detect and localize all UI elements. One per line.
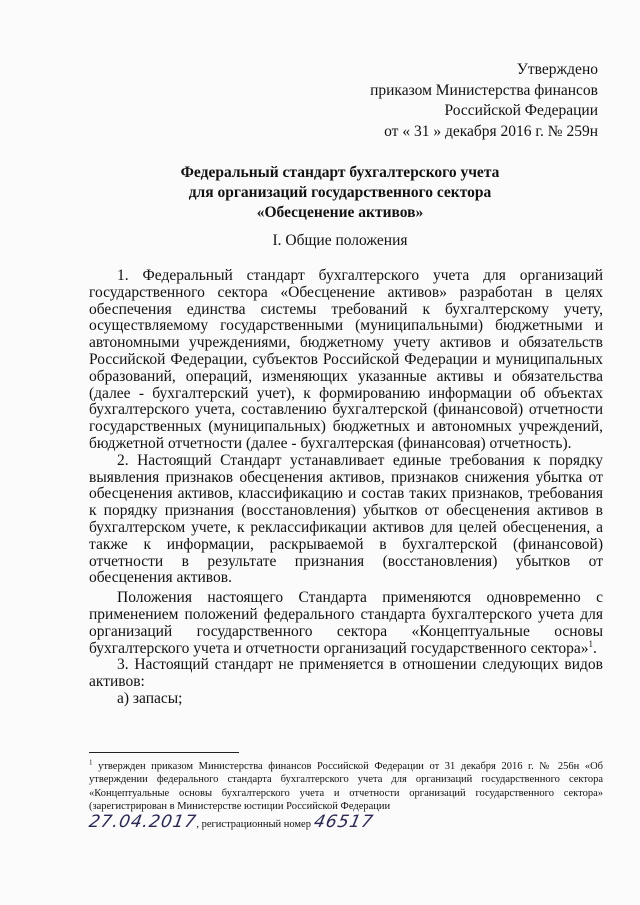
section-heading: I. Общие положения <box>272 232 408 249</box>
approval-line-3: Российской Федерации <box>444 102 598 119</box>
paragraph-1: 1. Федеральный стандарт бухгалтерского учета для организаций государственного сектора «Обесценение активов» разработан в целях обеспечения единства системы требований к бухгалтерскому учету, осуществляемому государственными (муниципальными) бюджетными и автономными учреждениями, бюджетному учету активов и обязательств Российской Федерации, субъектов Российской Федерации и муниципальных образований, операций, изменяющих указанные активы и обязательства (далее - бухгалтерский учет), к формированию информации об объектах бухгалтерского учета, составлению бухгалтерской (финансовой) отчетности государственных (муниципальных) бюджетных и автономных учреждений, бюджетной отчетности (далее - бухгалтерская (финансовая) отчетность). <box>89 267 603 452</box>
paragraph-4: 3. Настоящий стандарт не применяется в отношении следующих видов активов: <box>89 656 603 691</box>
footnote-marker: 1 <box>89 758 93 767</box>
footnote-registration-row <box>87 812 603 833</box>
registration-label: , регистрационный номер <box>196 819 311 831</box>
title-line-1: Федеральный стандарт бухгалтерского учета <box>180 164 500 181</box>
approval-line-2: приказом Министерства финансов <box>370 81 598 99</box>
footnote-body <box>89 760 603 813</box>
footnote <box>89 760 603 831</box>
document-body <box>89 268 603 708</box>
paragraph-3 <box>89 590 603 657</box>
document-title <box>60 163 620 223</box>
paragraph-3-end: . <box>592 639 597 657</box>
footnote-text: утвержден приказом Министерства финансов Российской Федерации от 31 декабря 2016 г. № 256н «Об утверждении федерального стандарта бухгалтерского учета для организаций государственного сектора «Концептуальные основы бухгалтерского учета и отчетности организаций государственного сектора» (зарегистрирован в Министерстве юстиции Российской Федерации <box>89 761 603 812</box>
title-line-2: для организаций государственного сектора <box>188 184 492 201</box>
handwritten-date: 27.04.2017 <box>87 812 199 833</box>
approval-stamp-block <box>370 60 598 142</box>
approval-line-1: Утверждено <box>516 61 598 78</box>
footnote-ref[interactable]: 1 <box>588 638 593 649</box>
approval-line-4: от « 31 » декабря 2016 г. № 259н <box>384 122 598 140</box>
paragraph-2: 2. Настоящий Стандарт устанавливает единые требования к порядку выявления признаков обесценения активов, признаков снижения убытка от обесценения активов, классификацию и состав таких признаков, требования к порядку признания (восстановления) убытков от обесценения активов в бухгалтерском учете, к реклассификации активов для целей обесценения, а также к информации, раскрываемой в бухгалтерской (финансовой) отчетности в результате признания (восстановления) убытков от обесценения активов. <box>89 451 603 587</box>
handwritten-reg-number: 46517 <box>311 812 375 833</box>
footnote-divider <box>89 752 239 753</box>
paragraph-3-text: Положения настоящего Стандарта применяются одновременно с применением положений федерального стандарта бухгалтерского учета для организаций государственного сектора «Концептуальные основы бухгалтерского учета и отчетности организаций государственного сектора» <box>89 589 603 657</box>
paragraph-5: а) запасы; <box>117 689 183 707</box>
title-line-3: «Обесценение активов» <box>256 204 424 221</box>
